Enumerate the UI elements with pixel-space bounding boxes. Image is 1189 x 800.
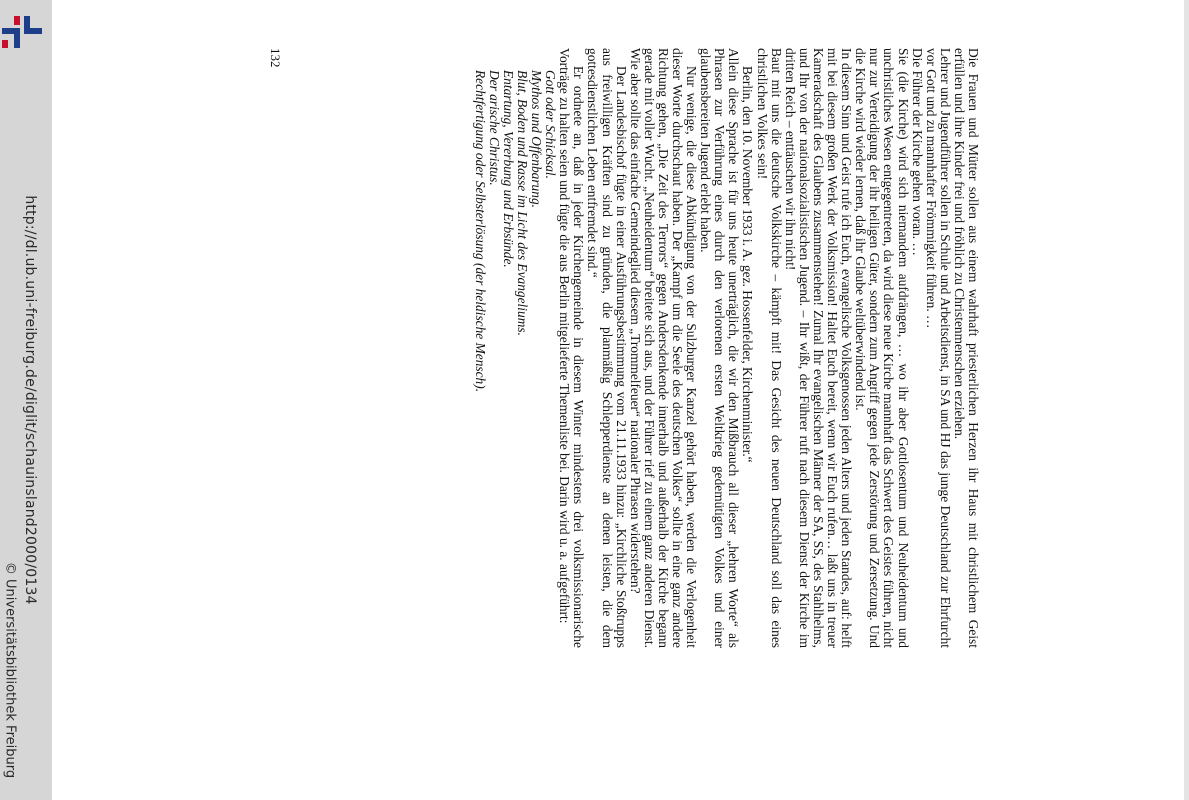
- theme-item: Entartung, Vererbung und Erbsünde.: [500, 70, 516, 268]
- library-logo-icon: [0, 12, 44, 52]
- logo-red-block-bottom: [2, 40, 8, 48]
- page-body: [473, 48, 980, 648]
- paragraph-7: Berlin, den 10. November 1933 i. A. gez. Hossenfelder, Kirchenminister.“: [740, 66, 756, 463]
- paragraph-10: Der Landesbischof fügte in einer Ausführungsbestimmung vom 21.11.1933 hinzu: „Kirchliche Stoßtrupps aus freiwilligen Kräften sind zu gründen, die planmäßig Schlepperdienste an denen leisten, die dem gottesdienstlichen Leben entfremdet sind.“: [585, 48, 629, 648]
- sidebar: [0, 0, 52, 800]
- logo-blue-bar-left: [2, 28, 20, 34]
- logo-blue-stem-bottom: [14, 34, 20, 48]
- logo-blue-bar-right: [24, 28, 42, 34]
- logo-blue-stem-top: [24, 16, 30, 28]
- copyright-notice: © Universitätsbibliothek Freiburg: [2, 561, 18, 779]
- source-url[interactable]: http://dl.ub.uni-freiburg.de/diglit/schauinsland2000/0134: [22, 195, 38, 605]
- paragraph-2: Lehrer und Jugendführer sollen in Schule und Arbeitsdienst, in SA und HJ das junge Deutschland zur Ehrfurcht vor Gott und zu mannhafter Frömmigkeit führen. …: [923, 48, 953, 648]
- paragraph-9: Nur wenige, die diese Abkündigung von der Sulzburger Kanzel gehört haben, werden die Verlogenheit dieser Worte durchschaut haben. Der „Kampf um die Seele des deutschen Volkes“ sollte in eine ganz andere Richtung gehen, „Die Zeit des Terrors“ gegen Andersdenkende innerhalb und außerhalb der Kirche begann gerade mit voller Wucht. „Neuheidentum“ breitete sich aus, und der Führer rief zu einem ganz anderen Dienst. Wie aber sollte das einfache Gemeindeglied diesem „Trommelfeuer“ nationaler Phrasen widerstehen?: [627, 48, 700, 648]
- theme-item: Mythos und Offenbarung.: [529, 70, 545, 208]
- paragraph-5: In diesem Sinn und Geist rufe ich Euch, evangelische Volksgenossen jeden Alters und jeden Standes, auf: helft mit bei diesem großen Werk der Volksmission! Haltet Euch bereit, wenn wir Euch rufen… laßt uns in treuer Kameradschaft des Glaubens zusammenstehen! Zumal Ihr evangelischen Männer der SA, SS, des Stahlhelms, und Ihr von der nationalsozialistischen Jugend. – Ihr wißt, der Führer ruft nach diesem Dienst der Kirche im dritten Reich – enttäuschen wir ihn nicht!: [782, 48, 855, 648]
- paragraph-3: Die Führer der Kirche gehen voran. …: [909, 48, 925, 256]
- paragraph-1: Die Frauen und Mütter sollen aus einem wahrhaft priesterlichen Herzen ihr Haus mit christlichem Geist erfüllen und ihre Kinder frei und fröhlich zu Christenmenschen erziehen.: [951, 48, 981, 648]
- paragraph-6: Baut mit uns die deutsche Volkskirche – kämpft mit! Das Gesicht des neuen Deutschland soll das eines christlichen Volkes sein!: [754, 48, 784, 648]
- paragraph-11: Er ordnete an, daß in jeder Kirchengemeinde in diesem Winter mindestens drei volksmissionarische Vorträge zu halten seien und fügte die aus Berlin mitgelieferte Themenliste bei. Darin wird u. a. aufgeführt:: [557, 48, 587, 648]
- theme-item: Gott oder Schicksal.: [543, 70, 559, 179]
- theme-list: [473, 48, 558, 648]
- theme-item: Rechtfertigung oder Selbsterlösung (der heldische Mensch).: [472, 70, 488, 393]
- paragraph-4: Sie (die Kirche) wird sich niemandem aufdrängen, … wo ihr aber Gottlosentum und Neuheidentum und unchristliches Wesen entgegentreten, da wird diese neue Kirche mannhaft das Schwert des Geistes führen, nicht nur zur Verteidigung der ihr heiligen Güter, sondern zum Angriff gegen jede Zerstörung und Zersetzung. Und die Kirche wird wieder lernen, daß ihr Glaube weltüberwindend ist.: [853, 48, 911, 648]
- page-number: 132: [268, 48, 283, 68]
- theme-item: Der arische Christus.: [486, 70, 502, 186]
- paragraph-8: Allein diese Sprache ist für uns heute unerträglich, die wir den Mißbrauch all dieser „hehren Worte“ als Phrasen zur Verführung eines durch den verlorenen ersten Weltkrieg gedemütigten Volkes und einer glaubensbereiten Jugend erlebt haben.: [698, 48, 742, 648]
- right-scrollbar-track[interactable]: [1184, 0, 1189, 800]
- logo-red-block-top: [14, 16, 20, 25]
- theme-item: Blut, Boden und Rasse im Licht des Evangeliums.: [515, 70, 530, 336]
- document-page: [260, 48, 980, 648]
